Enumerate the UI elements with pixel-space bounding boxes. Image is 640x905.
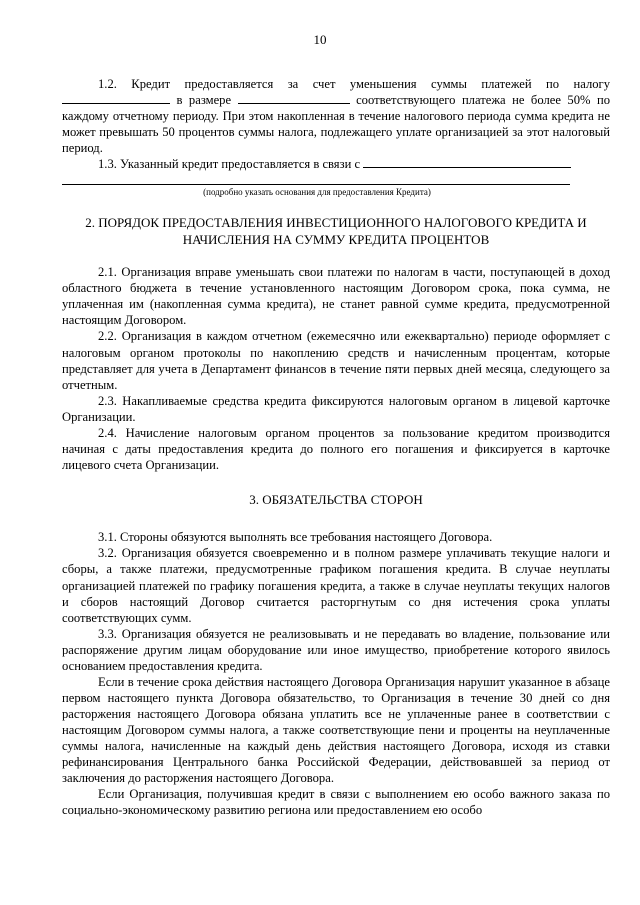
blank-reason-continuation [62,184,570,185]
paragraph-2-3: 2.3. Накапливаемые средства кредита фиксируются налоговым органом в лицевой карточке Организации. [62,393,610,424]
paragraph-1-2-text-c: соответствующего платежа не более 50% по каждому отчетному периоду. При этом накопленная в течение налогового периода сумма кредита не может превышать 50 процентов суммы налога, подлежащего уплате организацией за этот налоговый период. [62,93,611,156]
section-2-heading: 2. ПОРЯДОК ПРЕДОСТАВЛЕНИЯ ИНВЕСТИЦИОННОГО НАЛОГОВОГО КРЕДИТА И НАЧИСЛЕНИЯ НА СУММУ КРЕДИТА ПРОЦЕНТОВ [85,215,587,247]
section-3-heading: 3. ОБЯЗАТЕЛЬСТВА СТОРОН [249,491,423,507]
blank-tax-name [62,92,170,104]
blank-reason-note: (подробно указать основания для предоставления Кредита) [203,187,431,198]
paragraph-2-2: 2.2. Организация в каждом отчетном (ежемесячно или ежеквартально) периоде оформляет с налоговым органом протоколы по накоплению средств и начисленным процентам, которые представляет для учета в Департамент финансов в течение пяти первых дней месяца, следующего за отчетным. [62,329,610,392]
paragraph-1-2-text-a: 1.2. Кредит предоставляется за счет уменьшения суммы платежей по налогу [98,77,610,91]
blank-reason [363,156,571,168]
paragraph-2-4: 2.4. Начисление налоговым органом процентов за пользование кредитом производится начиная с даты предоставления кредита до полного его погашения и фиксируется в карточке лицевого счета Организации. [62,425,610,472]
paragraph-3-2: 3.2. Организация обязуется своевременно и в полном размере уплачивать текущие налоги и сборы, а также платежи, предусмотренные графиком погашения кредита. В случае неуплаты организацией платежей по графику погашения кредита, а также в случае неуплаты текущих налогов и сборов настоящий Договор считается расторгнутым со дня истечения срока уплаты соответствующих сумм. [62,546,610,625]
document-body [62,76,610,818]
paragraph-1-3 [62,156,610,172]
paragraph-3-3-second: Если в течение срока действия настоящего Договора Организация нарушит указанное в абзаце первом настоящего пункта Договора обязательство, то Организация в течение 30 дней со дня расторжения настоящего Договора обязана уплатить все не уплаченные ранее в соответствии с настоящим Договором суммы налога, а также соответствующие пени и проценты на неуплаченные суммы налога, начисленные на каждый день действия настоящего Договора, исходя из ставки рефинансирования Центрального банка Российской Федерации, действовавшей за период от заключения до расторжения настоящего Договора. [62,674,610,786]
page-number: 10 [313,32,327,47]
paragraph-1-3-text: 1.3. Указанный кредит предоставляется в связи с [98,157,361,172]
paragraph-1-2-text-b: в размере [176,93,232,108]
paragraph-1-2 [62,76,610,156]
paragraph-2-1: 2.1. Организация вправе уменьшать свои платежи по налогам в части, поступающей в доход областного бюджета в течение установленного настоящим Договором срока, пока сумма, не уплаченная им (накопленная сумма кредита), не станет равной сумме кредита, предусмотренной настоящим Договором. [62,265,610,328]
blank-amount [238,92,350,104]
paragraph-3-3: 3.3. Организация обязуется не реализовывать и не передавать во владение, пользование или распоряжение другим лицам оборудование или иное имущество, приобретение которого явилось основанием предоставления кредита. [62,626,610,673]
paragraph-3-1: 3.1. Стороны обязуются выполнять все требования настоящего Договора. [98,530,493,545]
paragraph-3-3-third: Если Организация, получившая кредит в связи с выполнением ею особо важного заказа по социально-экономическому развитию региона или предоставлением ею особо [62,787,610,818]
